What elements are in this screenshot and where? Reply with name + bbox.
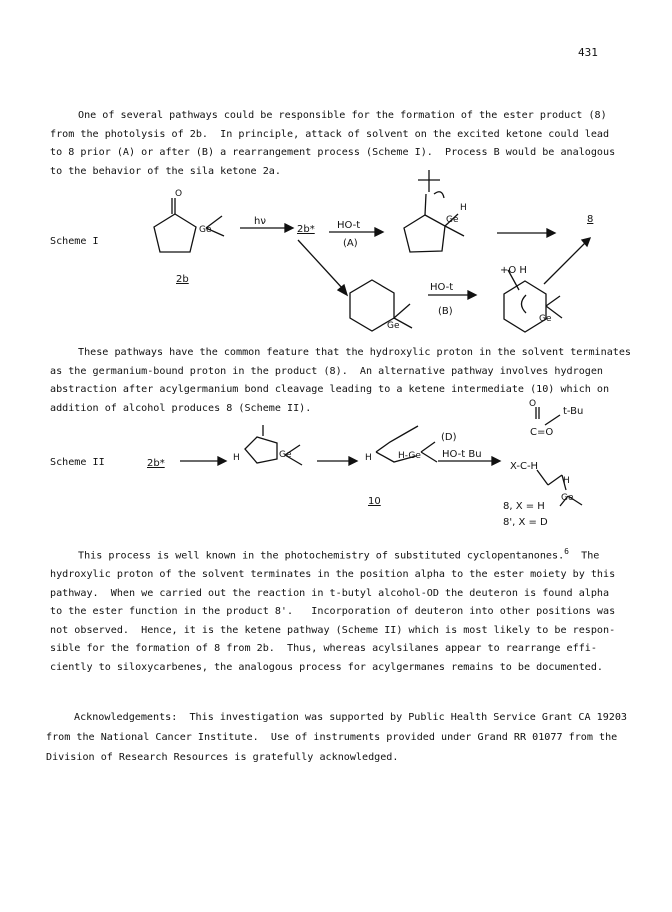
text-line: pathway. When we carried out the reaction in t-butyl alcohol-OD the deuteron is found alpha [50,587,610,599]
intermediate-a-structure [404,170,464,252]
text-line: as the germanium-bound proton in the product (8). An alternative pathway involves hydrogen [50,365,604,377]
product-8-structure [536,407,582,506]
ge-label: Ge [561,493,574,503]
text-line: to the ester function in the product 8'. Incorporation of deuteron into other positions was [50,606,616,618]
text-line: to the behavior of the sila ketone 2a. [50,165,281,177]
intermediate-b-structure [350,280,412,331]
h-label: H [365,453,372,463]
hv-label: hν [254,216,266,227]
text-segment: The [568,550,600,562]
product-8prime-label: 8', X = D [503,517,548,528]
h-label: H [563,476,570,486]
text-line: abstraction after acylgermanium bond cleavage leading to a ketene intermediate (10) which on [50,384,610,396]
ge-label: Ge [199,225,212,235]
scheme-1-label: Scheme I [50,236,99,247]
compound-label: 2b [176,274,189,285]
ge-label: Ge [279,450,292,460]
h-label: H [460,203,467,213]
reference-marker: 6 [564,547,569,556]
text-line: not observed. Hence, it is the ketene pathway (Scheme II) which is most likely to be respon- [50,624,616,636]
x-ch-label: X-C-H [510,461,539,472]
reagent-a-label: HO-t [337,220,361,231]
ge-label: Ge [446,215,459,225]
text-line: Division of Research Resources is gratefully acknowledged. [46,752,399,763]
text-line: addition of alcohol produces 8 (Scheme II). [50,402,312,414]
reagent-label: HO-t Bu [442,449,482,460]
tbu-label: t-Bu [563,406,584,417]
reagent-b-label: HO-t [430,282,454,293]
excited-label: 2b* [147,458,165,469]
text-segment: This process is well known in the photochemistry of substituted cyclopentanones. [78,550,565,562]
ketene-label: 10 [368,496,381,507]
text-line: to 8 prior (A) or after (B) a rearrangement process (Scheme I). Process B would be analogous [50,147,616,159]
product-label: 8 [587,214,594,225]
o-label: O [175,189,183,199]
h-label: H [233,453,240,463]
compound-2b-structure [154,198,224,252]
ge-label: Ge [539,314,552,324]
biradical-structure [245,425,302,465]
path-a-label: (A) [343,238,358,249]
path-d-label: (D) [441,432,457,443]
alkoxy-group-label: +O H [500,265,527,276]
ge-label: Ge [387,321,400,331]
text-line: ciently to siloxycarbenes, the analogous process for acylgermanes remains to be documented. [50,661,604,673]
text-line: from the National Cancer Institute. Use of instruments provided under Grand RR 01077 from the [46,732,618,743]
text-line: One of several pathways could be responsible for the formation of the ester product (8) [78,110,607,121]
c-eq-o-label: C=O [530,427,554,438]
text-line: hydroxylic proton of the solvent terminates in the position alpha to the ester moiety by this [50,568,616,580]
o-label: O [529,399,537,409]
scheme-2-label: Scheme II [50,457,105,468]
h-ge-label: H-Ge [398,451,421,461]
product-8-label: 8, X = H [503,501,545,512]
product-b-structure [504,270,562,332]
path-b-label: (B) [438,306,453,317]
excited-label: 2b* [297,224,315,235]
text-line: Acknowledgements: This investigation was supported by Public Health Service Grant CA 19203 [74,712,628,723]
text-line: These pathways have the common feature that the hydroxylic proton in the solvent terminates [78,347,632,358]
page-number: 431 [578,46,598,59]
text-line: from the photolysis of 2b. In principle, attack of solvent on the excited ketone could lead [50,128,610,140]
text-line: sible for the formation of 8 from 2b. Thus, whereas acylsilanes appear to rearrange effi- [50,643,597,655]
